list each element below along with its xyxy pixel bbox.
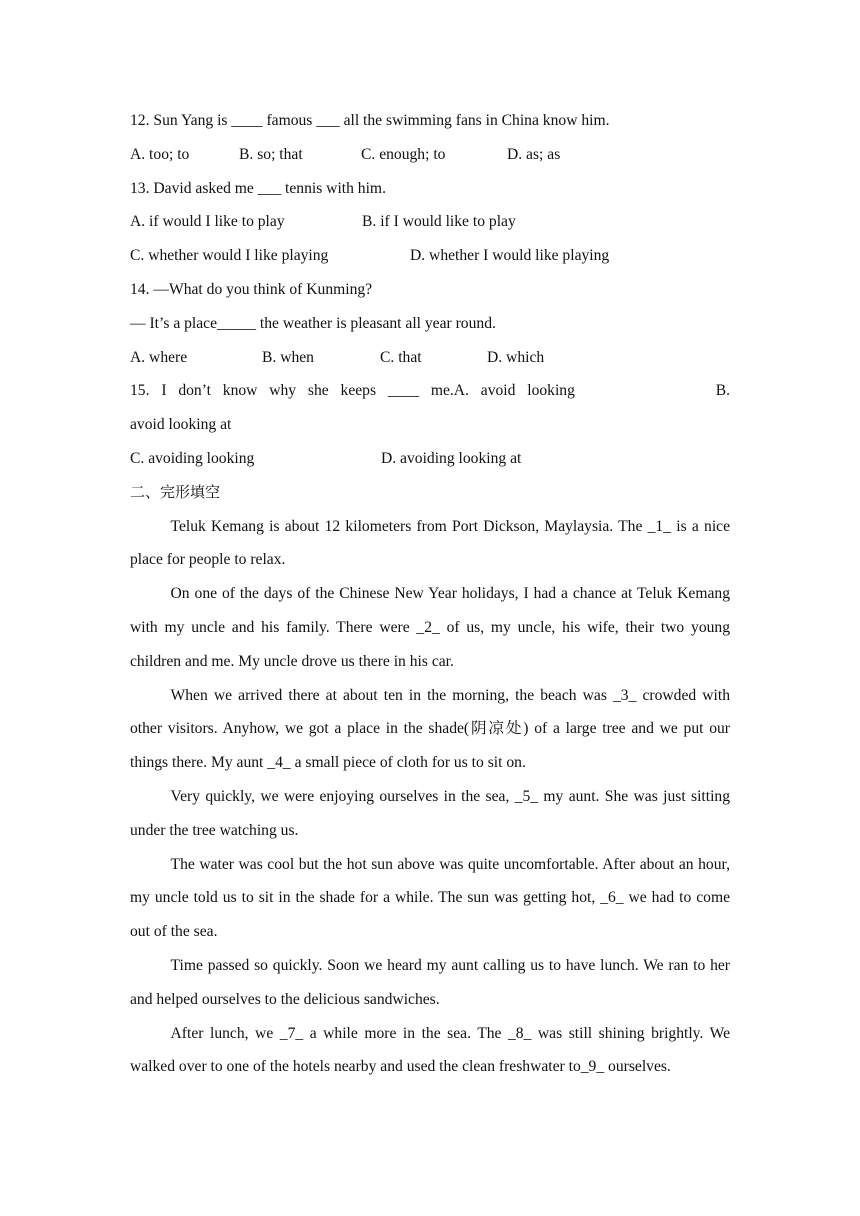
q12-option-a: A. too; to [130,145,190,163]
q15-option-b-text: avoid looking at [130,416,232,434]
question-15-stem [130,374,730,408]
q14-option-d: D. which [487,348,545,366]
q15-option-c: C. avoiding looking [130,449,255,467]
question-14-response: — It’s a place_____ the weather is pleasant all year round. [130,314,496,332]
q15-option-b-label: B. [715,382,730,400]
question-12-stem: 12. Sun Yang is ____ famous ___ all the swimming fans in China know him. [130,112,610,129]
q14-option-b: B. when [262,348,314,366]
q13-option-b: B. if I would like to play [362,213,516,231]
q15-option-d: D. avoiding looking at [381,449,522,467]
q12-option-d: D. as; as [507,145,561,163]
passage-paragraph-6: Time passed so quickly. Soon we heard my aunt calling us to have lunch. We ran to her and helped ourselves to the delicious sandwiches. [130,956,730,1008]
section-title: 二、完形填空 [130,482,221,501]
question-14-stem: 14. —What do you think of Kunming? [130,280,373,298]
passage-paragraph-4: Very quickly, we were enjoying ourselves in the sea, _5_ my aunt. She was just sitting under the tree watching us. [130,787,730,839]
q12-option-b: B. so; that [239,145,303,163]
q14-option-c: C. that [380,348,422,366]
question-13-stem: 13. David asked me ___ tennis with him. [130,179,386,197]
q15-stem-words: 15. I don’t know why she keeps ____ me.A. avoid looking [130,382,575,400]
question-13-options-row1 [130,205,730,239]
question-15-options [130,442,730,476]
q13-option-d: D. whether I would like playing [410,247,610,265]
passage-paragraph-1: Teluk Kemang is about 12 kilometers from Port Dickson, Maylaysia. The _1_ is a nice place for people to relax. [130,517,730,569]
q13-option-c: C. whether would I like playing [130,247,329,265]
passage-paragraph-7: After lunch, we _7_ a while more in the sea. The _8_ was still shining brightly. We walked over to one of the hotels nearby and used the clean freshwater to_9_ ourselves. [130,1024,730,1076]
passage-paragraph-2: On one of the days of the Chinese New Year holidays, I had a chance at Teluk Kemang with my uncle and his family. There were _2_ of us, my uncle, his wife, their two young children and me. My uncle drove us there in his car. [130,585,730,670]
q13-option-a: A. if would I like to play [130,213,285,231]
passage-paragraph-5: The water was cool but the hot sun above was quite uncomfortable. After about an hour, my uncle told us to sit in the shade for a while. The sun was getting hot, _6_ we had to come out of the sea. [130,855,730,941]
q14-option-a: A. where [130,348,188,366]
question-12-options [130,138,730,172]
q12-option-c: C. enough; to [361,145,446,163]
question-13-options-row2 [130,239,730,273]
question-14-options [130,341,730,375]
passage-paragraph-3: When we arrived there at about ten in the morning, the beach was _3_ crowded with other visitors. Anyhow, we got a place in the shade(阴凉处) of a large tree and we put our things there. My aunt _4_ a small piece of cloth for us to sit on. [130,686,730,772]
document-page [130,104,730,1084]
